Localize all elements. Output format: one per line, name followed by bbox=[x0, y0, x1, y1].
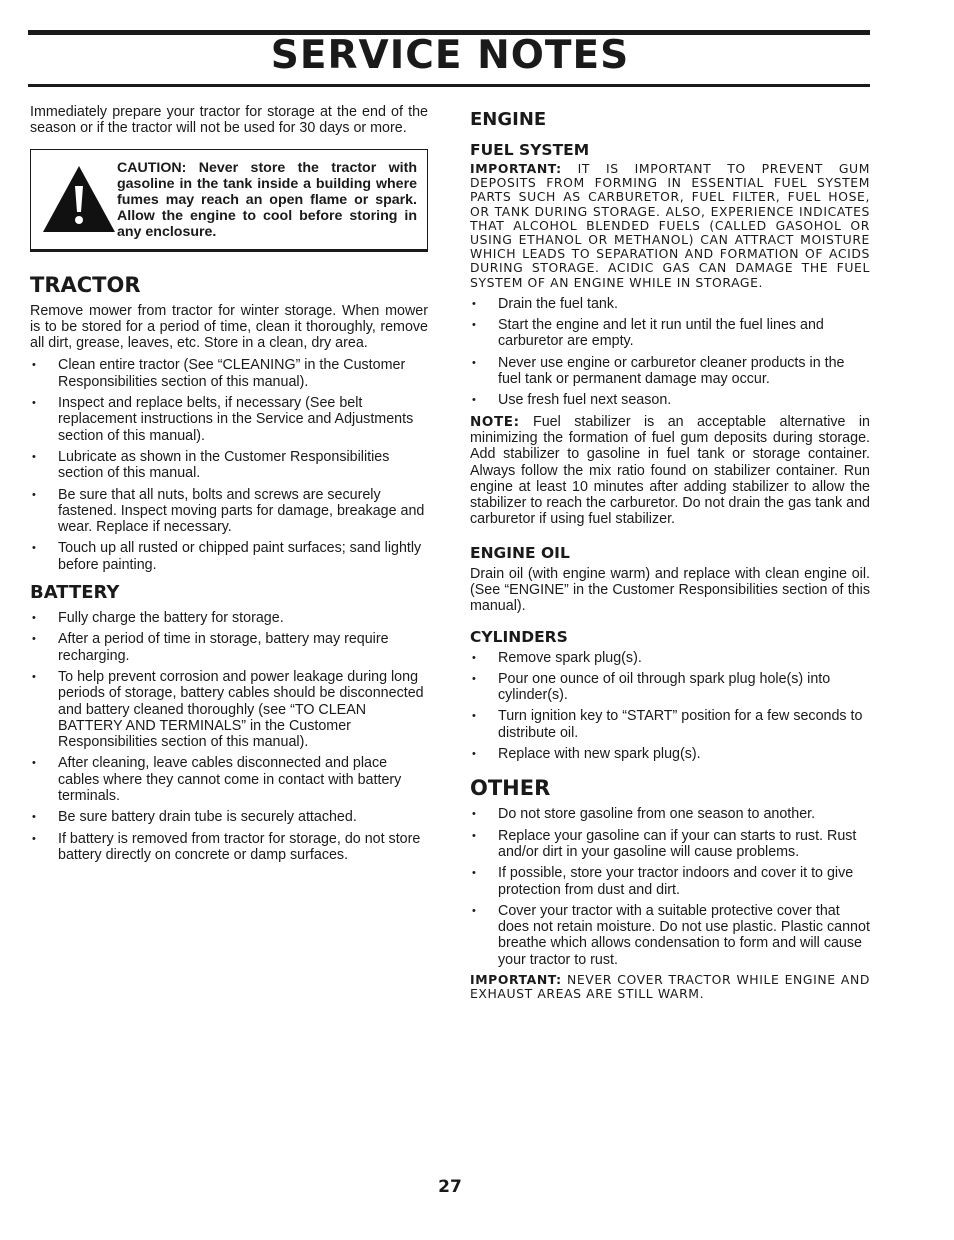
list-item: • After cleaning, leave cables disconnected and place cables where they cannot come in contact with battery terminals. bbox=[30, 755, 428, 804]
cylinders-list bbox=[470, 650, 870, 763]
list-item: • Be sure battery drain tube is securely attached. bbox=[30, 809, 428, 825]
list-item: • Be sure that all nuts, bolts and screws are securely fastened. Inspect moving parts for damage, breakage and wear. Replace if necessary. bbox=[30, 487, 428, 536]
title-underline bbox=[28, 84, 870, 87]
list-item: • To help prevent corrosion and power leakage during long periods of storage, battery cables should be disconnected and battery cleaned thoroughly (see “TO CLEAN BATTERY AND TERMINALS” in the Customer Responsibilities section of this manual). bbox=[30, 669, 428, 750]
list-item: • Do not store gasoline from one season to another. bbox=[470, 806, 870, 822]
intro-text: Immediately prepare your tractor for storage at the end of the season or if the tractor will not be used for 30 days or more. bbox=[30, 104, 428, 137]
list-item: • Never use engine or carburetor cleaner products in the fuel tank or permanent damage may occur. bbox=[470, 355, 870, 388]
list-item: • Fully charge the battery for storage. bbox=[30, 610, 428, 626]
list-item: • Cover your tractor with a suitable protective cover that does not retain moisture. Do not use plastic. Plastic cannot breathe which allows condensation to form and will cause your tractor to rust. bbox=[470, 903, 870, 968]
engine-oil-heading: ENGINE OIL bbox=[470, 543, 570, 562]
important-label: IMPORTANT: bbox=[470, 161, 562, 176]
list-item: • Start the engine and let it run until the fuel lines and carburetor are empty. bbox=[470, 317, 870, 350]
left-column bbox=[30, 104, 428, 868]
right-column bbox=[470, 108, 870, 1001]
caution-text: CAUTION: Never store the tractor with gasoline in the tank inside a building where fumes may reach an open flame or spark. Allow the engine to cool before storing in any enclosure. bbox=[117, 159, 417, 240]
note-text: Fuel stabilizer is an acceptable alternative in minimizing the formation of fuel gum deposits during storage. Add stabilizer to gasoline in fuel tank or storage container. Always follow the mix ratio found on stabilizer container. Run engine at least 10 minutes after adding stabilizer to allow the stabilizer to reach the carburetor. Do not drain the gas tank and carburetor if using fuel stabilizer. bbox=[470, 413, 870, 528]
cylinders-heading: CYLINDERS bbox=[470, 627, 568, 646]
fuel-important-note bbox=[470, 162, 870, 290]
list-item: • Remove spark plug(s). bbox=[470, 650, 870, 666]
tractor-text: Remove mower from tractor for winter storage. When mower is to be stored for a period of time, clean it thoroughly, remove all dirt, grease, leaves, etc. Store in a clean, dry area. bbox=[30, 302, 428, 352]
caution-box bbox=[30, 149, 428, 252]
warning-icon bbox=[41, 164, 117, 234]
engine-oil-text: Drain oil (with engine warm) and replace with clean engine oil. (See “ENGINE” in the Customer Responsibilities section of this manual). bbox=[470, 565, 870, 615]
list-item: • If possible, store your tractor indoors and cover it to give protection from dust and dirt. bbox=[470, 865, 870, 898]
list-item: • Replace with new spark plug(s). bbox=[470, 746, 870, 762]
engine-heading: ENGINE bbox=[470, 109, 547, 130]
list-item: • Drain the fuel tank. bbox=[470, 296, 870, 312]
list-item: • Clean entire tractor (See “CLEANING” in the Customer Responsibilities section of this manual). bbox=[30, 357, 428, 390]
list-item: • After a period of time in storage, battery may require recharging. bbox=[30, 631, 428, 664]
note-label: NOTE: bbox=[470, 413, 520, 430]
other-list bbox=[470, 806, 870, 968]
list-item: • Use fresh fuel next season. bbox=[470, 392, 870, 408]
fuel-note bbox=[470, 414, 870, 528]
battery-list bbox=[30, 610, 428, 863]
page-title: SERVICE NOTES bbox=[270, 33, 630, 78]
list-item: • Touch up all rusted or chipped paint surfaces; sand lightly before painting. bbox=[30, 540, 428, 573]
list-item: • Inspect and replace belts, if necessary (See belt replacement instructions in the Service and Adjustments section of this manual). bbox=[30, 395, 428, 444]
list-item: • Replace your gasoline can if your can starts to rust. Rust and/or dirt in your gasoline will cause problems. bbox=[470, 828, 870, 861]
fuel-list bbox=[470, 296, 870, 409]
important-text: IT IS IMPORTANT TO PREVENT GUM DEPOSITS FROM FORMING IN ESSENTIAL FUEL SYSTEM PARTS SUCH AS CARBURETOR, FUEL FILTER, FUEL HOSE, OR TANK DURING STORAGE. ALSO, EXPERIENCE INDICATES THAT ALCOHOL BLENDED FUELS (CALLED GASOHOL OR USING ETHANOL OR METHANOL) CAN ATTRACT MOISTURE WHICH LEADS TO SEPARATION AND FORMATION OF ACIDS DURING STORAGE. ACIDIC GAS CAN DAMAGE THE FUEL SYSTEM OF AN ENGINE WHILE IN STORAGE. bbox=[470, 161, 870, 290]
list-item: • Lubricate as shown in the Customer Responsibilities section of this manual. bbox=[30, 449, 428, 482]
other-heading: OTHER bbox=[470, 776, 551, 801]
battery-heading: BATTERY bbox=[30, 582, 120, 604]
other-important-note bbox=[470, 973, 870, 1001]
important-label: IMPORTANT: bbox=[470, 972, 562, 988]
tractor-list bbox=[30, 357, 428, 573]
list-item: • Pour one ounce of oil through spark plug hole(s) into cylinder(s). bbox=[470, 671, 870, 704]
list-item: • Turn ignition key to “START” position for a few seconds to distribute oil. bbox=[470, 708, 870, 741]
list-item: • If battery is removed from tractor for storage, do not store battery directly on concrete or damp surfaces. bbox=[30, 831, 428, 864]
tractor-heading: TRACTOR bbox=[30, 272, 141, 297]
page-number: 27 bbox=[438, 1177, 462, 1197]
important-text: NEVER COVER TRACTOR WHILE ENGINE AND EXHAUST AREAS ARE STILL WARM. bbox=[470, 972, 870, 1002]
fuel-system-heading: FUEL SYSTEM bbox=[470, 141, 590, 159]
